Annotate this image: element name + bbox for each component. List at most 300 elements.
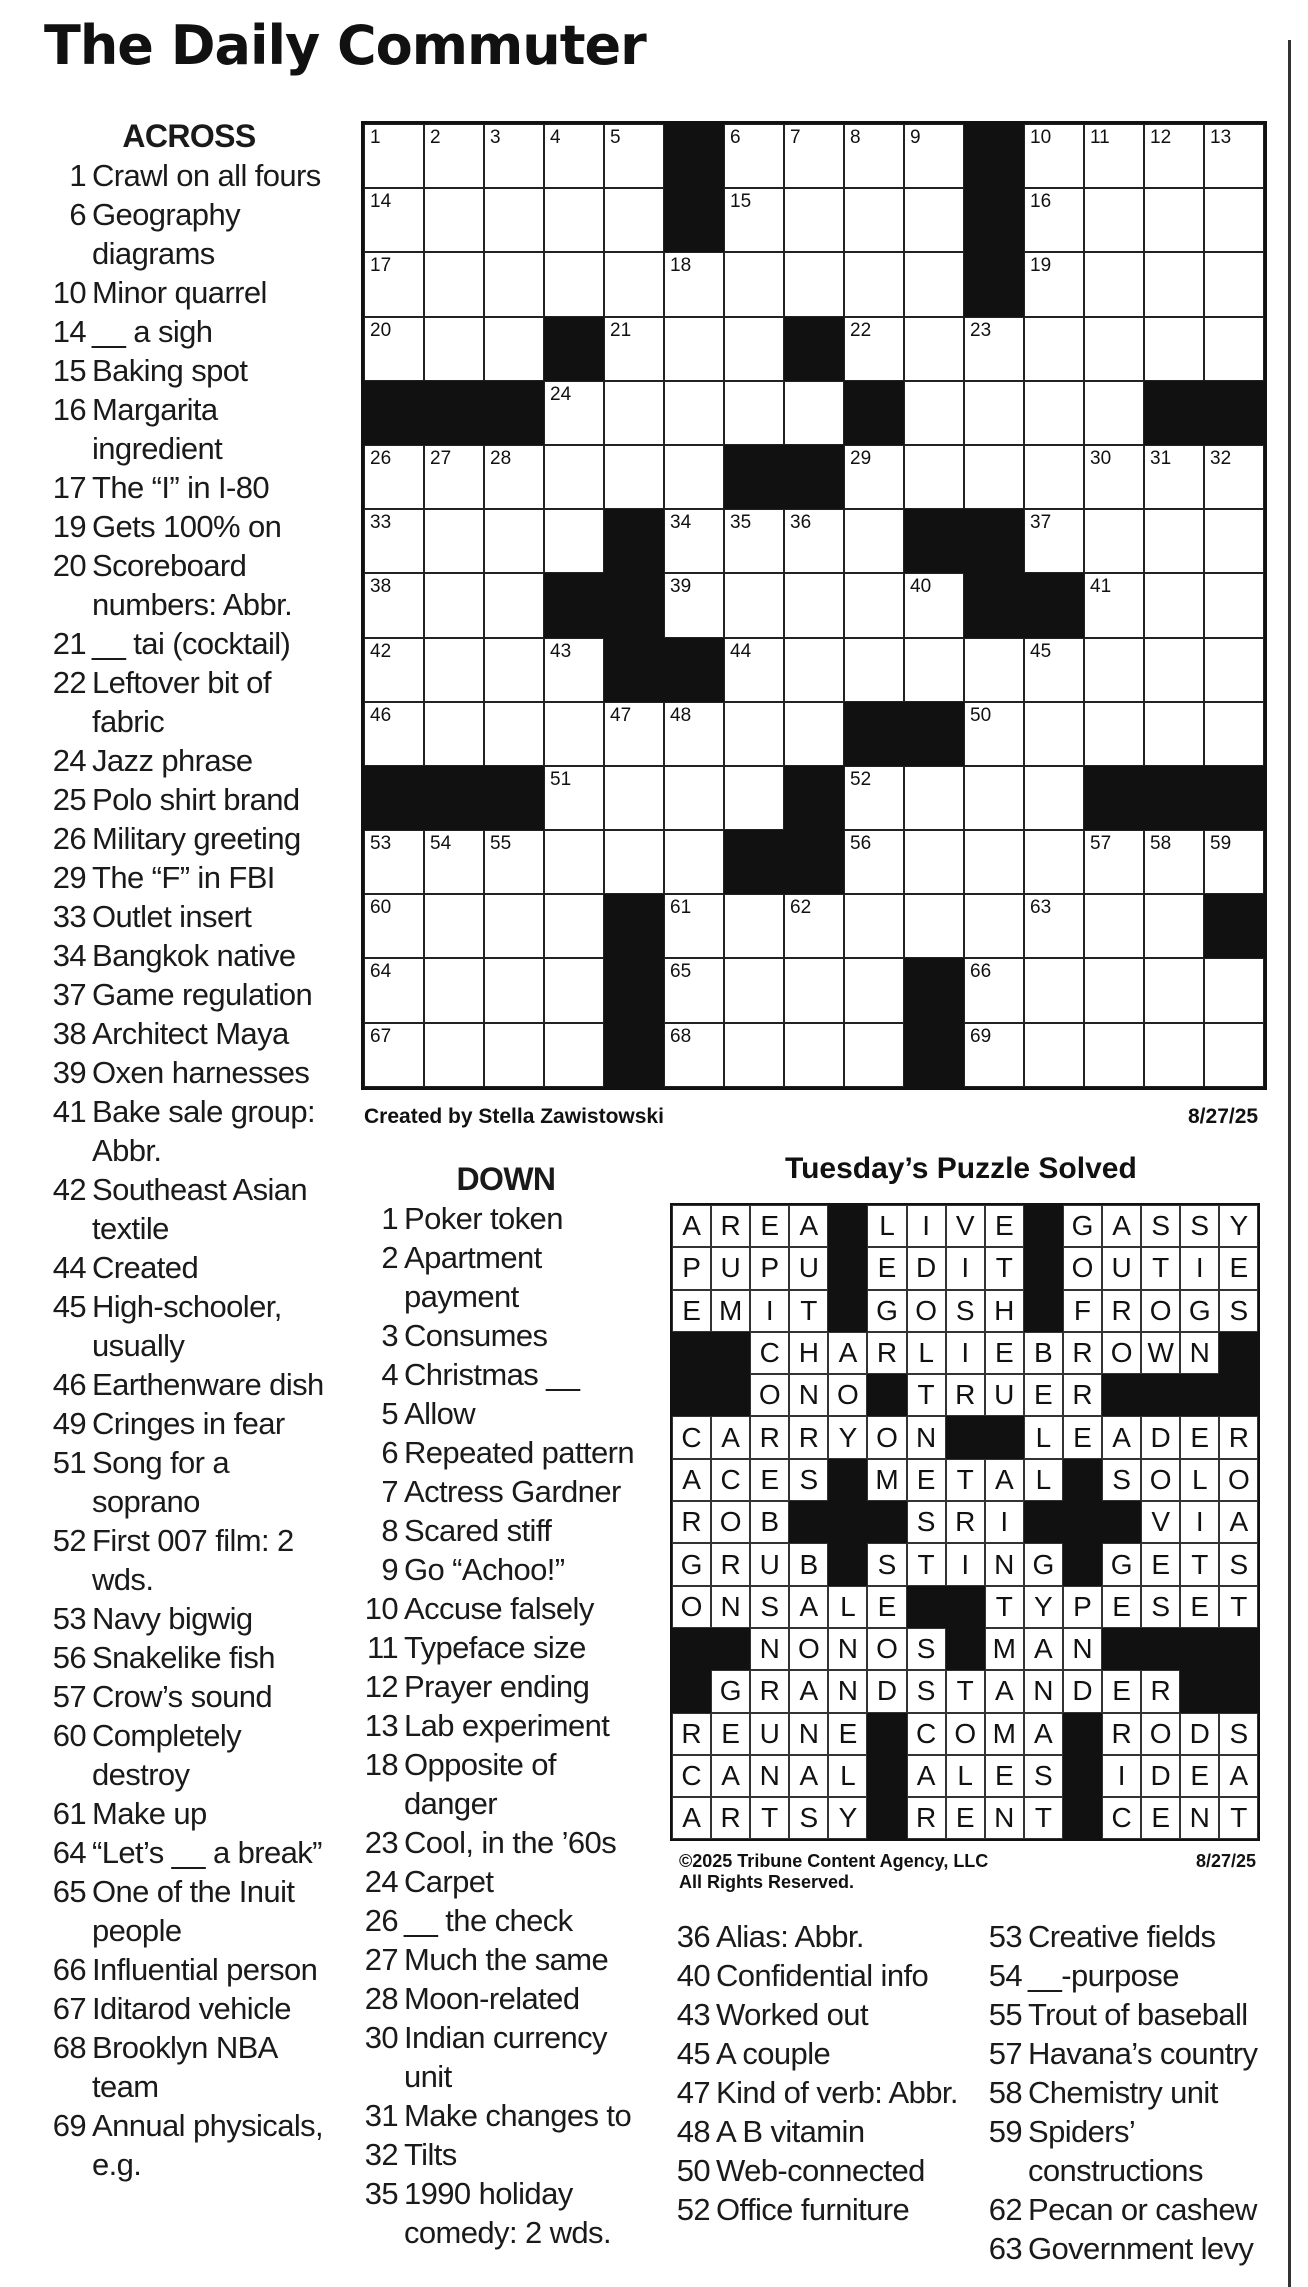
solution-black-square — [946, 1628, 985, 1670]
grid-cell[interactable] — [424, 573, 484, 637]
grid-cell[interactable] — [1144, 573, 1204, 637]
grid-cell[interactable] — [844, 638, 904, 702]
grid-cell[interactable] — [1144, 317, 1204, 381]
grid-cell[interactable] — [1084, 252, 1144, 316]
solution-black-square — [789, 1501, 828, 1543]
solution-letter: E — [1063, 1416, 1102, 1458]
cell-number: 23 — [970, 319, 992, 341]
grid-cell[interactable] — [1024, 317, 1084, 381]
solution-black-square — [985, 1416, 1024, 1458]
grid-cell[interactable] — [364, 638, 424, 702]
grid-cell[interactable] — [424, 958, 484, 1022]
grid-cell[interactable] — [364, 573, 424, 637]
grid-cell[interactable] — [484, 573, 544, 637]
solution-black-square — [1102, 1628, 1141, 1670]
solution-letter: A — [1024, 1713, 1063, 1755]
grid-cell[interactable] — [1084, 317, 1144, 381]
grid-cell[interactable] — [1204, 638, 1264, 702]
grid-cell[interactable] — [724, 381, 784, 445]
grid-cell[interactable] — [664, 573, 724, 637]
clue-text: Earthenware dish — [92, 1367, 324, 1402]
grid-cell[interactable] — [1144, 124, 1204, 188]
grid-cell[interactable] — [1204, 702, 1264, 766]
grid-cell[interactable] — [364, 317, 424, 381]
grid-cell[interactable] — [1144, 894, 1204, 958]
grid-cell[interactable] — [784, 252, 844, 316]
solution-letter: O — [1102, 1332, 1141, 1374]
across-clue — [44, 156, 334, 195]
grid-cell[interactable] — [724, 702, 784, 766]
solution-letter: S — [907, 1628, 946, 1670]
grid-cell[interactable] — [904, 381, 964, 445]
grid-cell[interactable] — [484, 252, 544, 316]
grid-cell[interactable] — [544, 894, 604, 958]
cell-number: 26 — [370, 447, 392, 469]
clue-text: Moon-related — [404, 1981, 580, 2016]
solution-letter: U — [750, 1543, 789, 1585]
grid-cell[interactable] — [964, 1023, 1024, 1087]
clue-number: 53 — [988, 1919, 1022, 1954]
clue-number: 5 — [381, 1396, 398, 1431]
cell-number: 32 — [1210, 447, 1232, 469]
black-square — [904, 509, 964, 573]
grid-cell[interactable] — [364, 894, 424, 958]
clue-text: Annual physicals, e.g. — [92, 2108, 324, 2182]
grid-cell[interactable] — [364, 124, 424, 188]
cell-number: 34 — [670, 512, 692, 534]
grid-cell[interactable] — [544, 188, 604, 252]
clue-number: 66 — [52, 1952, 86, 1987]
column-divider — [1288, 40, 1291, 2287]
grid-cell[interactable] — [1144, 252, 1204, 316]
grid-cell[interactable] — [424, 894, 484, 958]
grid-cell[interactable] — [484, 894, 544, 958]
solution-letter: E — [867, 1586, 906, 1628]
grid-cell[interactable] — [1144, 958, 1204, 1022]
grid-cell[interactable] — [1024, 445, 1084, 509]
grid-cell[interactable] — [604, 830, 664, 894]
grid-cell[interactable] — [1024, 124, 1084, 188]
cell-number: 3 — [490, 127, 501, 148]
grid-cell[interactable] — [544, 766, 604, 830]
down-clue — [356, 1355, 656, 1394]
down3-clue — [980, 2034, 1280, 2073]
grid-cell[interactable] — [1204, 1023, 1264, 1087]
grid-cell[interactable] — [664, 509, 724, 573]
cell-number: 47 — [610, 704, 632, 726]
across-clue — [44, 312, 334, 351]
across-clue — [44, 468, 334, 507]
grid-cell[interactable] — [664, 445, 724, 509]
grid-cell[interactable] — [484, 509, 544, 573]
across-clue — [44, 936, 334, 975]
solution-letter: E — [672, 1290, 711, 1332]
clue-text: Military greeting — [92, 821, 301, 856]
grid-cell[interactable] — [364, 830, 424, 894]
cell-number: 61 — [670, 897, 692, 919]
solution-letter: T — [750, 1797, 789, 1839]
grid-cell[interactable] — [364, 252, 424, 316]
grid-cell[interactable] — [904, 573, 964, 637]
grid-cell[interactable] — [1204, 188, 1264, 252]
grid-cell[interactable] — [544, 252, 604, 316]
solution-black-square — [1063, 1459, 1102, 1501]
grid-cell[interactable] — [904, 830, 964, 894]
grid-cell[interactable] — [364, 958, 424, 1022]
grid-cell[interactable] — [544, 830, 604, 894]
grid-cell[interactable] — [784, 573, 844, 637]
grid-cell[interactable] — [844, 894, 904, 958]
grid-cell[interactable] — [844, 958, 904, 1022]
clue-number: 53 — [52, 1601, 86, 1636]
solution-letter: S — [1024, 1755, 1063, 1797]
grid-cell[interactable] — [844, 766, 904, 830]
grid-cell[interactable] — [1144, 445, 1204, 509]
grid-cell[interactable] — [604, 188, 664, 252]
black-square — [724, 830, 784, 894]
grid-cell[interactable] — [724, 958, 784, 1022]
grid-cell[interactable] — [1084, 1023, 1144, 1087]
grid-cell[interactable] — [1024, 252, 1084, 316]
grid-cell[interactable] — [844, 445, 904, 509]
cell-number: 59 — [1210, 833, 1232, 855]
grid-cell[interactable] — [964, 894, 1024, 958]
grid-cell[interactable] — [484, 638, 544, 702]
grid-cell[interactable] — [844, 124, 904, 188]
grid-cell[interactable] — [844, 1023, 904, 1087]
grid-cell[interactable] — [544, 124, 604, 188]
solution-letter: W — [1141, 1332, 1180, 1374]
clue-text: Navy bigwig — [92, 1601, 253, 1636]
grid-cell[interactable] — [664, 894, 724, 958]
grid-cell[interactable] — [664, 381, 724, 445]
solution-letter: T — [907, 1543, 946, 1585]
grid-cell[interactable] — [1144, 509, 1204, 573]
grid-cell[interactable] — [904, 317, 964, 381]
grid-cell[interactable] — [1204, 317, 1264, 381]
solution-letter: O — [1141, 1290, 1180, 1332]
grid-cell[interactable] — [904, 188, 964, 252]
grid-cell[interactable] — [484, 445, 544, 509]
grid-cell[interactable] — [1084, 958, 1144, 1022]
grid-cell[interactable] — [424, 124, 484, 188]
grid-cell[interactable] — [1144, 188, 1204, 252]
cell-number: 20 — [370, 319, 392, 341]
clue-number: 63 — [988, 2231, 1022, 2266]
clue-text: Allow — [404, 1396, 476, 1431]
solution-letter: C — [672, 1755, 711, 1797]
solution-black-square — [828, 1501, 867, 1543]
grid-cell[interactable] — [544, 958, 604, 1022]
clue-number: 26 — [52, 821, 86, 856]
grid-cell[interactable] — [1024, 894, 1084, 958]
clue-number: 4 — [381, 1357, 398, 1392]
grid-cell[interactable] — [964, 445, 1024, 509]
down-clue — [356, 2018, 656, 2096]
grid-cell[interactable] — [784, 894, 844, 958]
grid-cell[interactable] — [844, 188, 904, 252]
black-square — [904, 958, 964, 1022]
grid-cell[interactable] — [424, 702, 484, 766]
clue-text: Cringes in fear — [92, 1406, 285, 1441]
grid-cell[interactable] — [1084, 894, 1144, 958]
grid-cell[interactable] — [844, 573, 904, 637]
clue-number: 28 — [364, 1981, 398, 2016]
grid-cell[interactable] — [784, 188, 844, 252]
grid-cell[interactable] — [1084, 830, 1144, 894]
solution-letter: A — [672, 1797, 711, 1839]
grid-cell[interactable] — [1024, 702, 1084, 766]
solution-letter: R — [711, 1543, 750, 1585]
grid-cell[interactable] — [1084, 509, 1144, 573]
solution-black-square — [946, 1586, 985, 1628]
grid-cell[interactable] — [724, 638, 784, 702]
clue-text: Southeast Asian textile — [92, 1172, 308, 1246]
solution-black-square — [1141, 1374, 1180, 1416]
grid-cell[interactable] — [424, 638, 484, 702]
grid-cell[interactable] — [724, 1023, 784, 1087]
grid-cell[interactable] — [844, 252, 904, 316]
grid-cell[interactable] — [1084, 188, 1144, 252]
grid-cell[interactable] — [544, 445, 604, 509]
clue-number: 25 — [52, 782, 86, 817]
down-clues-continued — [668, 1917, 968, 2229]
black-square — [604, 894, 664, 958]
grid-cell[interactable] — [664, 1023, 724, 1087]
solution-letter: A — [1102, 1205, 1141, 1247]
black-square — [964, 124, 1024, 188]
grid-cell[interactable] — [1144, 830, 1204, 894]
cell-number: 48 — [670, 704, 692, 726]
grid-cell[interactable] — [904, 894, 964, 958]
grid-cell[interactable] — [844, 830, 904, 894]
grid-cell[interactable] — [1144, 702, 1204, 766]
grid-cell[interactable] — [904, 124, 964, 188]
grid-cell[interactable] — [364, 445, 424, 509]
grid-cell[interactable] — [544, 702, 604, 766]
grid-cell[interactable] — [724, 188, 784, 252]
solution-letter: L — [1024, 1416, 1063, 1458]
black-square — [784, 317, 844, 381]
grid-cell[interactable] — [484, 188, 544, 252]
grid-cell[interactable] — [784, 958, 844, 1022]
solution-black-square — [672, 1670, 711, 1712]
solution-letter: E — [1180, 1586, 1219, 1628]
copyright — [679, 1851, 988, 1893]
grid-cell[interactable] — [1084, 445, 1144, 509]
grid-cell[interactable] — [1084, 702, 1144, 766]
grid-cell[interactable] — [724, 509, 784, 573]
grid-cell[interactable] — [664, 252, 724, 316]
cell-number: 56 — [850, 833, 872, 855]
grid-cell[interactable] — [1204, 124, 1264, 188]
black-square — [1204, 894, 1264, 958]
grid-cell[interactable] — [1204, 830, 1264, 894]
grid-cell[interactable] — [784, 1023, 844, 1087]
across-clue — [44, 1794, 334, 1833]
solution-letter: S — [907, 1501, 946, 1543]
clue-text: __ tai (cocktail) — [92, 626, 291, 661]
clue-number: 52 — [52, 1523, 86, 1558]
clue-text: Oxen harnesses — [92, 1055, 310, 1090]
grid-cell[interactable] — [424, 188, 484, 252]
grid-cell[interactable] — [424, 252, 484, 316]
grid-cell[interactable] — [664, 830, 724, 894]
solution-letter: N — [1180, 1797, 1219, 1839]
clue-number: 33 — [52, 899, 86, 934]
solution-letter: A — [672, 1459, 711, 1501]
solution-letter: O — [1219, 1459, 1258, 1501]
solution-black-square — [711, 1332, 750, 1374]
clue-text: One of the Inuit people — [92, 1874, 295, 1948]
grid-cell[interactable] — [484, 958, 544, 1022]
grid-cell[interactable] — [484, 702, 544, 766]
grid-cell[interactable] — [604, 252, 664, 316]
grid-cell[interactable] — [904, 638, 964, 702]
grid-cell[interactable] — [724, 317, 784, 381]
grid-cell[interactable] — [1024, 381, 1084, 445]
grid-cell[interactable] — [724, 124, 784, 188]
grid-cell[interactable] — [1204, 509, 1264, 573]
grid-cell[interactable] — [1024, 188, 1084, 252]
cell-number: 36 — [790, 512, 812, 534]
solution-letter: M — [985, 1713, 1024, 1755]
grid-cell[interactable] — [784, 381, 844, 445]
grid-cell[interactable] — [1204, 958, 1264, 1022]
grid-cell[interactable] — [484, 317, 544, 381]
grid-cell[interactable] — [964, 830, 1024, 894]
grid-cell[interactable] — [424, 830, 484, 894]
grid-cell[interactable] — [484, 830, 544, 894]
grid-cell[interactable] — [844, 509, 904, 573]
grid-cell[interactable] — [364, 1023, 424, 1087]
clue-text: Trout of baseball — [1028, 1997, 1248, 2032]
grid-cell[interactable] — [544, 638, 604, 702]
cell-number: 43 — [550, 640, 572, 662]
solution-letter: I — [1180, 1501, 1219, 1543]
crossword-grid[interactable] — [361, 121, 1267, 1090]
across-clue — [44, 1170, 334, 1248]
cell-number: 17 — [370, 255, 392, 277]
grid-cell[interactable] — [1204, 445, 1264, 509]
grid-cell[interactable] — [784, 509, 844, 573]
grid-cell[interactable] — [964, 638, 1024, 702]
grid-cell[interactable] — [844, 317, 904, 381]
grid-cell[interactable] — [724, 252, 784, 316]
grid-cell[interactable] — [1024, 958, 1084, 1022]
grid-cell[interactable] — [964, 381, 1024, 445]
grid-cell[interactable] — [964, 958, 1024, 1022]
grid-cell[interactable] — [364, 702, 424, 766]
black-square — [904, 702, 964, 766]
grid-cell[interactable] — [904, 766, 964, 830]
grid-cell[interactable] — [424, 1023, 484, 1087]
clue-text: Accuse falsely — [404, 1591, 594, 1626]
grid-cell[interactable] — [784, 124, 844, 188]
grid-cell[interactable] — [604, 317, 664, 381]
grid-cell[interactable] — [1144, 638, 1204, 702]
grid-cell[interactable] — [1084, 124, 1144, 188]
grid-cell[interactable] — [904, 252, 964, 316]
clue-text: Actress Gardner — [404, 1474, 621, 1509]
clue-text: Crow’s sound — [92, 1679, 273, 1714]
grid-cell[interactable] — [1144, 1023, 1204, 1087]
grid-cell[interactable] — [604, 445, 664, 509]
down-clue — [356, 1628, 656, 1667]
solution-letter: R — [1102, 1713, 1141, 1755]
solution-letter: U — [789, 1247, 828, 1289]
across-clue — [44, 1365, 334, 1404]
solution-letter: O — [946, 1713, 985, 1755]
cell-number: 52 — [850, 768, 872, 790]
grid-cell[interactable] — [544, 509, 604, 573]
grid-cell[interactable] — [364, 509, 424, 573]
grid-cell[interactable] — [724, 894, 784, 958]
grid-cell[interactable] — [424, 445, 484, 509]
clue-text: Crawl on all fours — [92, 158, 321, 193]
grid-cell[interactable] — [724, 573, 784, 637]
grid-cell[interactable] — [1084, 381, 1144, 445]
grid-cell[interactable] — [1024, 1023, 1084, 1087]
solution-letter: E — [1219, 1247, 1258, 1289]
grid-cell[interactable] — [1024, 509, 1084, 573]
grid-cell[interactable] — [964, 702, 1024, 766]
grid-cell[interactable] — [424, 509, 484, 573]
clue-number: 45 — [52, 1289, 86, 1324]
grid-cell[interactable] — [664, 958, 724, 1022]
clue-number: 39 — [52, 1055, 86, 1090]
grid-cell[interactable] — [544, 1023, 604, 1087]
grid-cell[interactable] — [544, 381, 604, 445]
grid-cell[interactable] — [604, 766, 664, 830]
solution-letter: L — [946, 1755, 985, 1797]
grid-cell[interactable] — [964, 317, 1024, 381]
grid-cell[interactable] — [604, 702, 664, 766]
clue-number: 37 — [52, 977, 86, 1012]
solution-black-square — [946, 1416, 985, 1458]
grid-cell[interactable] — [1204, 573, 1264, 637]
grid-cell[interactable] — [1024, 766, 1084, 830]
solution-letter: S — [907, 1670, 946, 1712]
grid-cell[interactable] — [364, 188, 424, 252]
clue-text: Typeface size — [404, 1630, 586, 1665]
grid-cell[interactable] — [604, 381, 664, 445]
clue-number: 9 — [381, 1552, 398, 1587]
clue-text: Chemistry unit — [1028, 2075, 1218, 2110]
grid-cell[interactable] — [664, 766, 724, 830]
grid-cell[interactable] — [484, 124, 544, 188]
grid-cell[interactable] — [964, 766, 1024, 830]
grid-cell[interactable] — [1024, 638, 1084, 702]
grid-cell[interactable] — [1084, 638, 1144, 702]
grid-cell[interactable] — [784, 702, 844, 766]
grid-cell[interactable] — [664, 317, 724, 381]
solution-letter: H — [985, 1290, 1024, 1332]
grid-cell[interactable] — [1084, 573, 1144, 637]
grid-cell[interactable] — [484, 1023, 544, 1087]
solution-letter: I — [907, 1205, 946, 1247]
grid-cell[interactable] — [664, 702, 724, 766]
grid-cell[interactable] — [904, 445, 964, 509]
grid-cell[interactable] — [1204, 252, 1264, 316]
grid-cell[interactable] — [604, 124, 664, 188]
grid-cell[interactable] — [424, 317, 484, 381]
grid-cell[interactable] — [724, 766, 784, 830]
solution-letter: E — [985, 1332, 1024, 1374]
grid-cell[interactable] — [1024, 830, 1084, 894]
grid-cell[interactable] — [784, 638, 844, 702]
black-square — [844, 702, 904, 766]
